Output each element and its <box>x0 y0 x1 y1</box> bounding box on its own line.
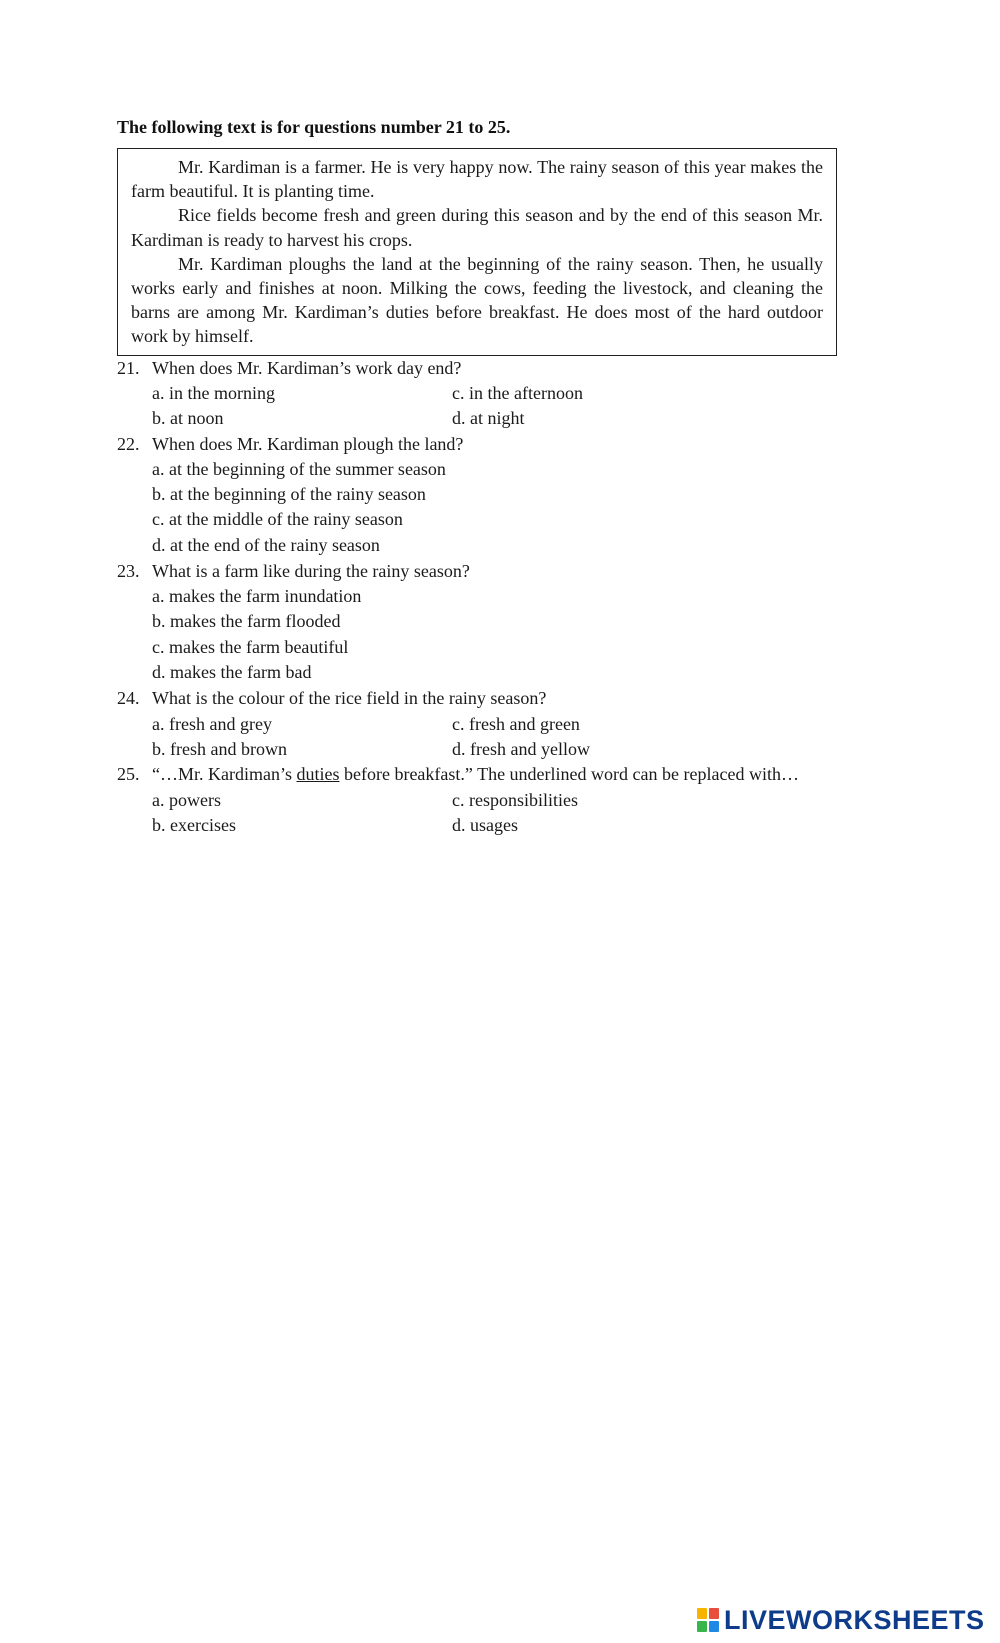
option-c[interactable]: c. at the middle of the rainy season <box>152 509 403 529</box>
option-a[interactable]: a. fresh and grey <box>152 714 272 734</box>
option-b[interactable]: b. makes the farm flooded <box>152 611 341 631</box>
passage-paragraph-2: Rice fields become fresh and green during this season and by the end of this season Mr. Kardiman is ready to harvest his crops. <box>131 205 823 250</box>
option-d[interactable]: d. usages <box>452 815 518 835</box>
option-c[interactable]: c. fresh and green <box>452 714 580 734</box>
question-text: What is the colour of the rice field in the rainy season? <box>152 688 547 708</box>
logo-tile <box>696 1620 708 1633</box>
reading-passage-box <box>117 148 837 356</box>
option-d[interactable]: d. fresh and yellow <box>452 739 590 759</box>
option-a[interactable]: a. at the beginning of the summer season <box>152 459 446 479</box>
logo-text: LIVEWORKSHEETS <box>724 1604 985 1635</box>
option-a[interactable]: a. in the morning <box>152 383 275 403</box>
option-c[interactable]: c. in the afternoon <box>452 383 583 403</box>
question-number: 22. <box>117 434 140 454</box>
question-number: 25. <box>117 764 140 784</box>
option-a[interactable]: a. powers <box>152 790 221 810</box>
option-c[interactable]: c. makes the farm beautiful <box>152 637 349 657</box>
question-number: 23. <box>117 561 140 581</box>
logo-tile <box>708 1620 720 1633</box>
section-heading: The following text is for questions number 21 to 25. <box>117 117 511 137</box>
option-b[interactable]: b. at the beginning of the rainy season <box>152 484 426 504</box>
option-d[interactable]: d. at the end of the rainy season <box>152 535 380 555</box>
liveworksheets-logo <box>696 1605 985 1635</box>
question-number: 21. <box>117 358 140 378</box>
option-c[interactable]: c. responsibilities <box>452 790 578 810</box>
question-text: What is a farm like during the rainy season? <box>152 561 470 581</box>
question-text-after: before breakfast.” The underlined word can be replaced with… <box>339 764 799 784</box>
passage-paragraph-3: Mr. Kardiman ploughs the land at the beginning of the rainy season. Then, he usually works early and finishes at noon. Milking the cows, feeding the livestock, and cleaning the barns are among Mr. Kardiman’s duties before breakfast. He does most of the hard outdoor work by himself. <box>131 253 823 347</box>
question-text-before: “…Mr. Kardiman’s <box>152 764 297 784</box>
underlined-word: duties <box>296 764 340 784</box>
logo-tile <box>708 1607 720 1620</box>
option-b[interactable]: b. exercises <box>152 815 236 835</box>
option-d[interactable]: d. at night <box>452 408 525 428</box>
logo-tile <box>696 1607 708 1620</box>
logo-icon <box>696 1607 720 1633</box>
question-text: When does Mr. Kardiman’s work day end? <box>152 358 462 378</box>
option-d[interactable]: d. makes the farm bad <box>152 662 312 682</box>
passage-paragraph-1: Mr. Kardiman is a farmer. He is very happy now. The rainy season of this year makes the farm beautiful. It is planting time. <box>131 157 823 202</box>
option-b[interactable]: b. fresh and brown <box>152 739 287 759</box>
option-b[interactable]: b. at noon <box>152 408 224 428</box>
question-text: When does Mr. Kardiman plough the land? <box>152 434 464 454</box>
option-a[interactable]: a. makes the farm inundation <box>152 586 362 606</box>
question-number: 24. <box>117 688 140 708</box>
question-text <box>152 764 799 784</box>
